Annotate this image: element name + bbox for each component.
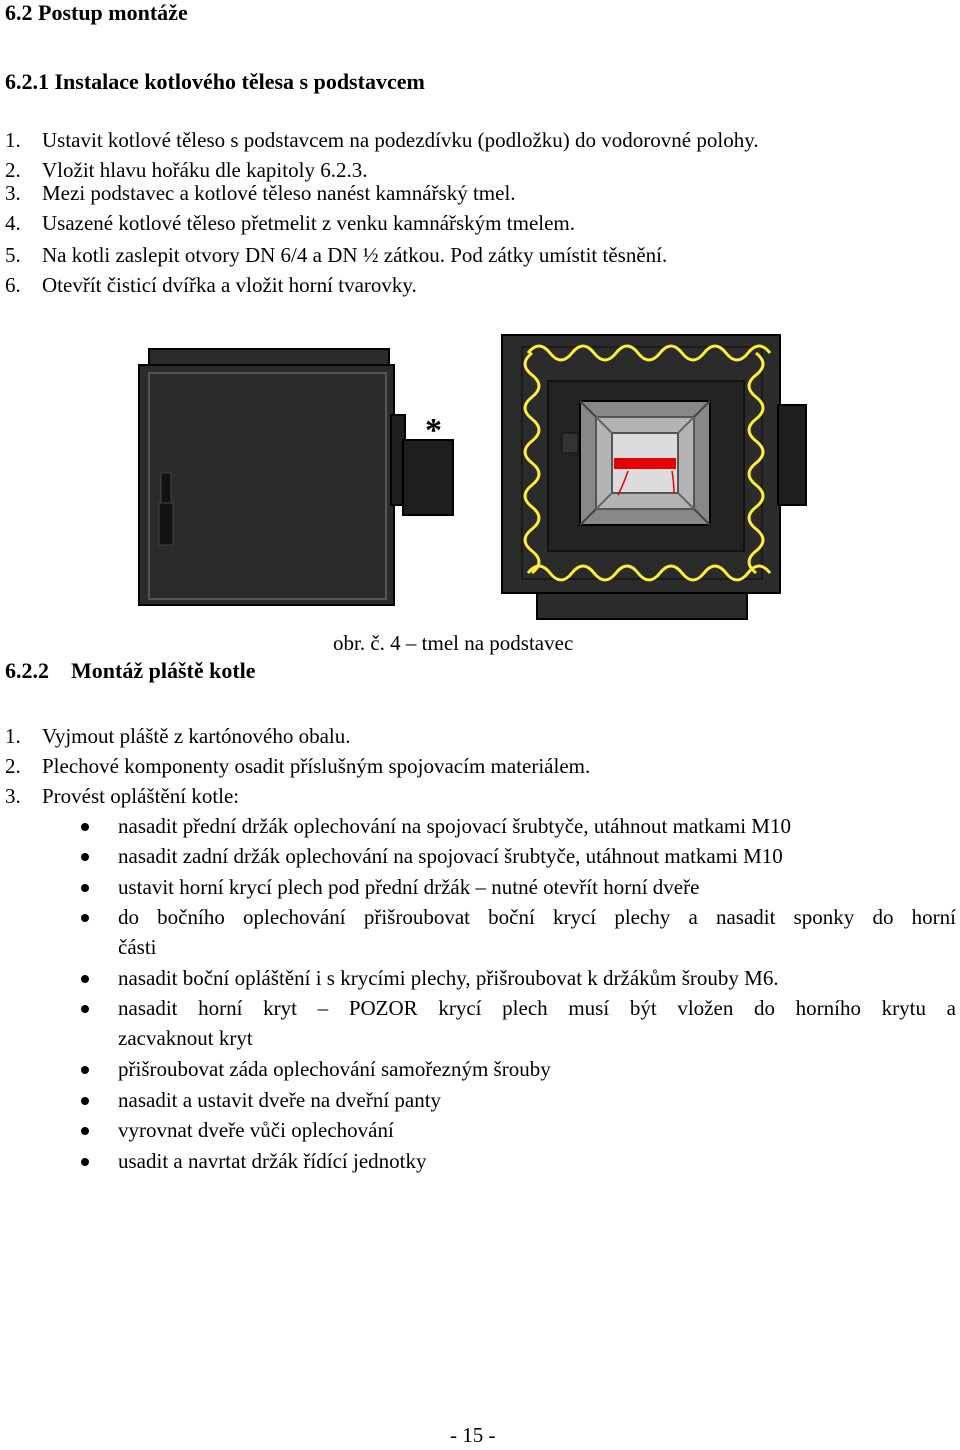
list-item: nasadit přední držák oplechování na spojovací šrubtyče, utáhnout matkami M10 bbox=[0, 811, 960, 841]
list-item: 3. Provést opláštění kotle: bbox=[5, 784, 240, 808]
bullet-icon bbox=[81, 1066, 89, 1074]
firebox-left-notch bbox=[562, 433, 578, 453]
list-item: nasadit horní kryt – POZOR krycí plech musí být vložen do horního krytu a bbox=[0, 993, 960, 1023]
list-item: 2. Vložit hlavu hořáku dle kapitoly 6.2.3. bbox=[5, 158, 368, 182]
bullet-icon bbox=[81, 914, 89, 922]
marker-asterisk: * bbox=[425, 412, 442, 449]
boiler-front-drawing bbox=[135, 345, 465, 610]
door-handle-grip bbox=[159, 503, 173, 545]
list-item: vyrovnat dveře vůči oplechování bbox=[0, 1115, 960, 1145]
list-item: usadit a navrtat držák řídící jednotky bbox=[0, 1146, 960, 1176]
list-item: 6. Otevřít čisticí dvířka a vložit horní tvarovky. bbox=[5, 273, 417, 297]
page-number: - 15 - bbox=[450, 1423, 496, 1447]
list-item: 1. Vyjmout pláště z kartónového obalu. bbox=[5, 724, 351, 748]
subsection-heading-install: 6.2.1 Instalace kotlového tělesa s podstavcem bbox=[5, 69, 425, 94]
list-item: nasadit boční opláštění i s krycími plechy, přišroubovat k držákům šrouby M6. bbox=[0, 963, 960, 993]
list-item: do bočního oplechování přišroubovat boční krycí plechy a nasadit sponky do horní bbox=[0, 902, 960, 932]
bullet-icon bbox=[81, 1158, 89, 1166]
subsection-heading-casing: 6.2.2 Montáž pláště kotle bbox=[5, 658, 256, 683]
bullet-icon bbox=[81, 975, 89, 983]
list-item-continuation: části bbox=[118, 935, 157, 959]
page-heading: 6.2 Postup montáže bbox=[5, 0, 188, 25]
list-item: ustavit horní krycí plech pod přední držák – nutné otevřít horní dveře bbox=[0, 872, 960, 902]
red-seal-strip bbox=[614, 458, 676, 469]
list-item: nasadit a ustavit dveře na dveřní panty bbox=[0, 1085, 960, 1115]
door-handle bbox=[161, 473, 171, 503]
list-item-continuation: zacvaknout kryt bbox=[118, 1026, 253, 1050]
bullet-icon bbox=[81, 823, 89, 831]
bullet-icon bbox=[81, 853, 89, 861]
boiler-body bbox=[139, 365, 394, 605]
list-item: 2. Plechové komponenty osadit příslušným spojovacím materiálem. bbox=[5, 754, 591, 778]
list-item: 1. Ustavit kotlové těleso s podstavcem na podezdívku (podložku) do vodorovné polohy. bbox=[5, 128, 759, 152]
boiler-sealant-drawing bbox=[500, 333, 820, 623]
list-item: přišroubovat záda oplechování samořezným šrouby bbox=[0, 1054, 960, 1084]
bullet-icon bbox=[81, 1097, 89, 1105]
bullet-icon bbox=[81, 1127, 89, 1135]
list-item: 5. Na kotli zaslepit otvory DN 6/4 a DN ½ zátkou. Pod zátky umístit těsnění. bbox=[5, 243, 668, 267]
boiler-side-connection bbox=[403, 440, 453, 515]
bullet-icon bbox=[81, 1005, 89, 1013]
list-item: nasadit zadní držák oplechování na spojovací šrubtyče, utáhnout matkami M10 bbox=[0, 841, 960, 871]
bullet-icon bbox=[81, 884, 89, 892]
figure-caption: obr. č. 4 – tmel na podstavec bbox=[333, 631, 574, 655]
list-item: 4. Usazené kotlové těleso přetmelit z venku kamnářským tmelem. bbox=[5, 211, 575, 235]
boiler-side-connection bbox=[778, 405, 806, 505]
list-item: 3. Mezi podstavec a kotlové těleso nanést kamnářský tmel. bbox=[5, 181, 516, 205]
